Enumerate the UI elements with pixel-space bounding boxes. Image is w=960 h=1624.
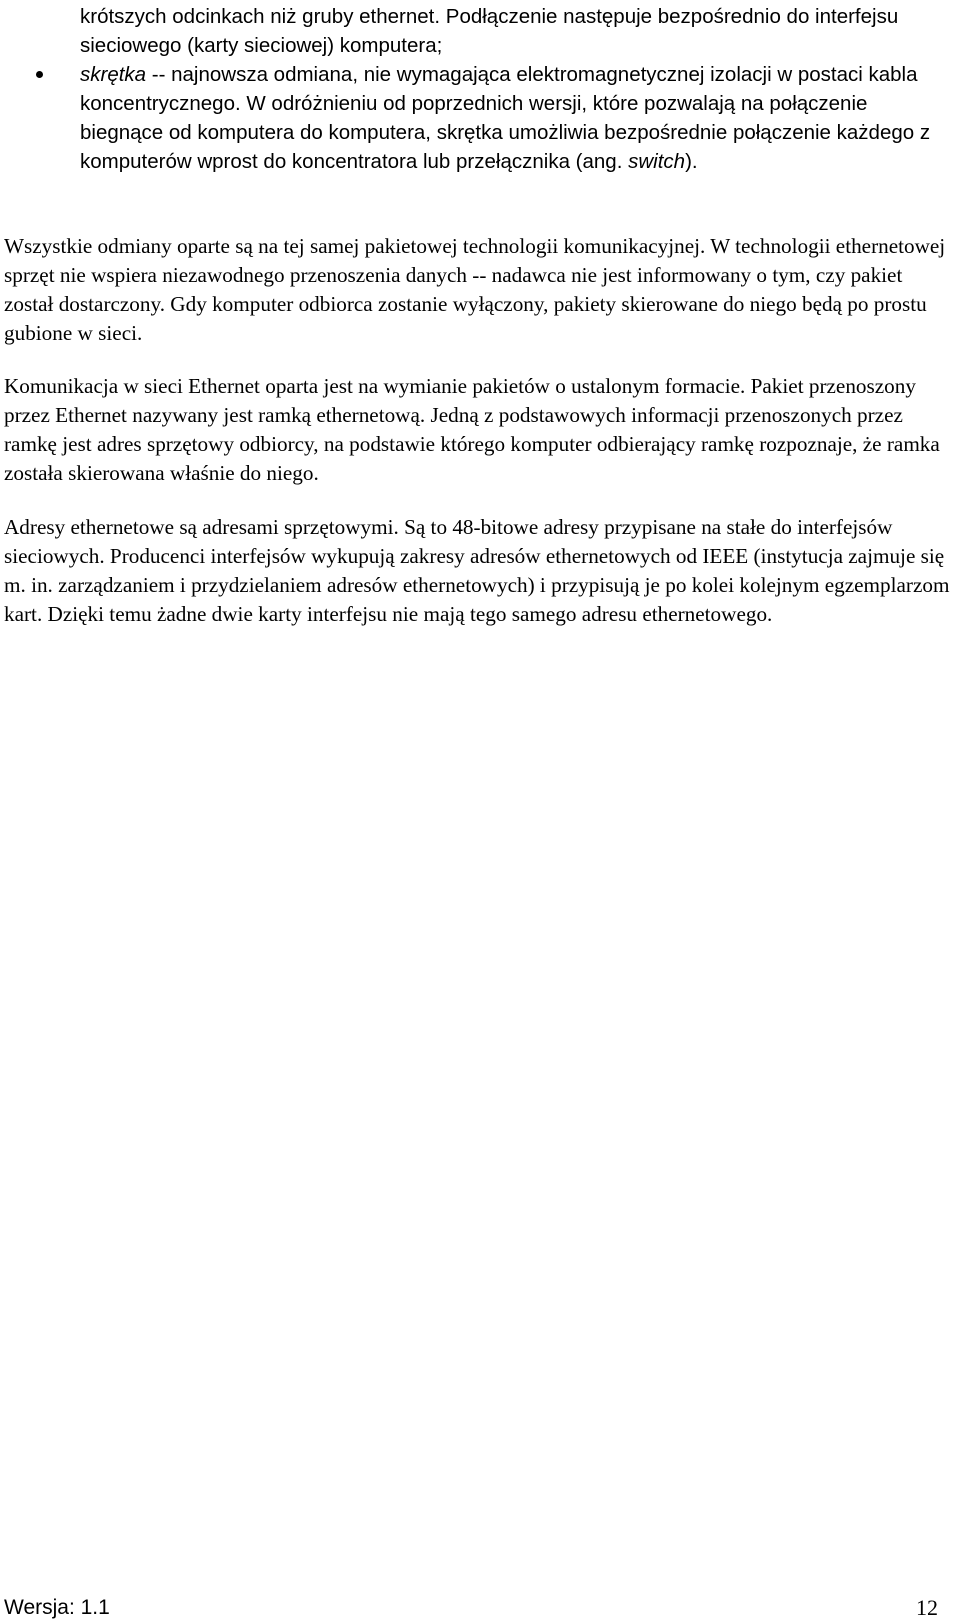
bullet-item-text-a: -- najnowsza odmiana, nie wymagająca elektromagnetycznej izolacji w postaci kabla koncentrycznego. W odróżnieniu od poprzednich wersji, które pozwalają na połączenie biegnące od komputera do komputera, skrętka umożliwia bezpośrednie połączenie każdego z komputerów wprost do koncentratora lub przełącznika (ang.: [80, 63, 931, 173]
paragraph-ethernet-frame: Komunikacja w sieci Ethernet oparta jest na wymianie pakietów o ustalonym formacie. Pakiet przenoszony przez Ethernet nazywany jest ramką ethernetową. Jedną z podstawowych informacji przenoszonych przez ramkę jest adres sprzętowy odbiorcy, na podstawie którego komputer odbierający ramkę rozpoznaje, że ramka została skierowana właśnie do niego.: [4, 374, 940, 485]
bullet-continuation-text: krótszych odcinkach niż gruby ethernet. Podłączenie następuje bezpośrednio do interfejsu sieciowego (karty sieciowej) komputera;: [80, 5, 899, 57]
footer-page-number: 12: [916, 1595, 938, 1620]
term-skretka: skrętka: [80, 63, 147, 86]
bullet-icon: [36, 71, 43, 78]
term-switch: switch: [628, 150, 686, 173]
bullet-list: [80, 2, 950, 176]
paragraph-ethernet-addresses: Adresy ethernetowe są adresami sprzętowymi. Są to 48-bitowe adresy przypisane na stałe do interfejsów sieciowych. Producenci interfejsów wykupują zakresy adresów ethernetowych od IEEE (instytucja zajmuje się m. in. zarządzaniem i przydzielaniem adresów ethernetowych) i przypisują je po kolei kolejnym egzemplarzom kart. Dzięki temu żadne dwie karty interfejsu nie mają tego samego adresu ethernetowego.: [4, 515, 950, 626]
bullet-item-skretka: [80, 60, 950, 176]
bullet-item-text-b: ).: [685, 150, 698, 173]
footer-version: Wersja: 1.1: [4, 1596, 110, 1619]
paragraph-packet-technology: Wszystkie odmiany oparte są na tej samej pakietowej technologii komunikacyjnej. W technologii ethernetowej sprzęt nie wspiera niezawodnego przenoszenia danych -- nadawca nie jest informowany o tym, czy pakiet został dostarczony. Gdy komputer odbiorca zostanie wyłączony, pakiety skierowane do niego będą po prostu gubione w sieci.: [4, 234, 946, 345]
